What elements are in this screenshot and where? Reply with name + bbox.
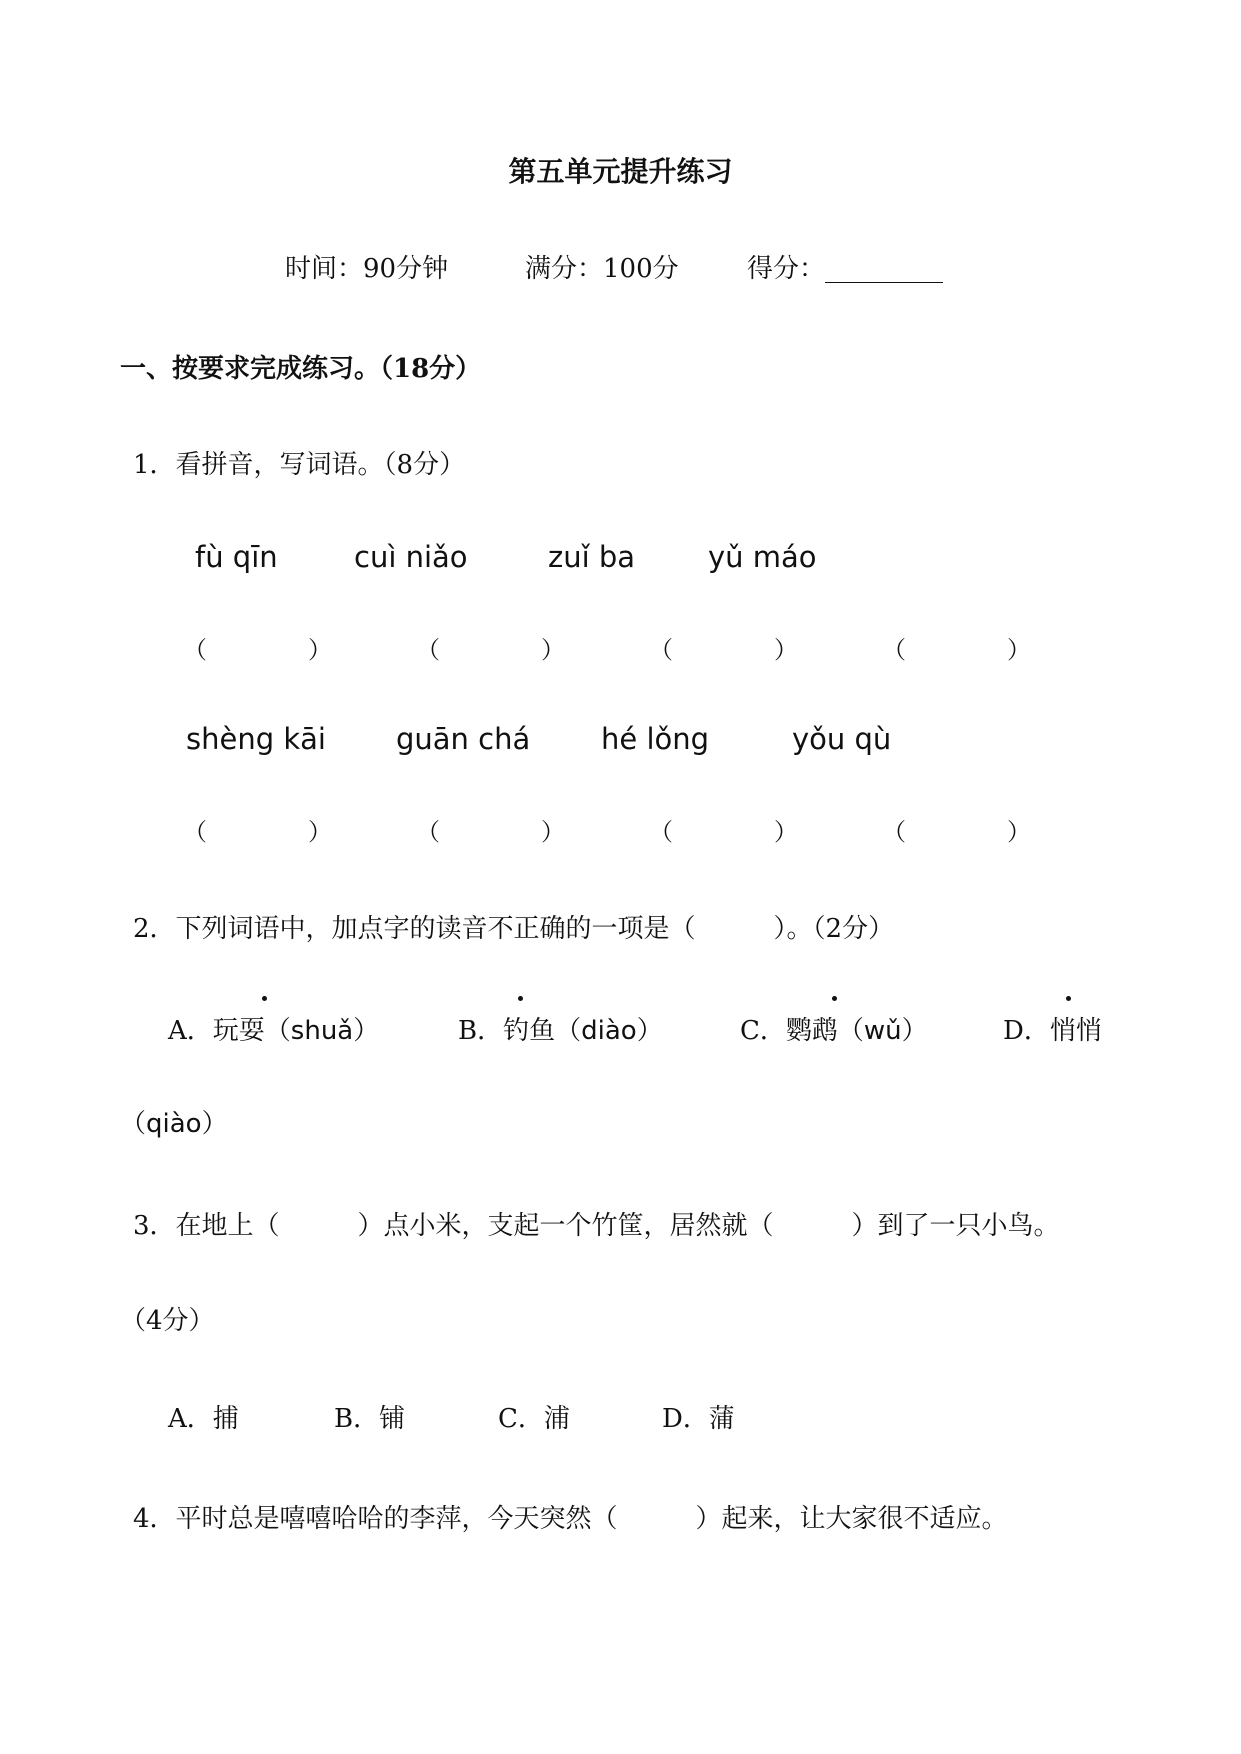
option-word: 钓鱼 bbox=[503, 1016, 556, 1046]
q3-option-c[interactable]: C．浦 bbox=[498, 1404, 570, 1434]
option-letter: B． bbox=[458, 1016, 504, 1046]
option-pinyin: （wǔ） bbox=[837, 1016, 928, 1046]
page-title: 第五单元提升练习 bbox=[508, 155, 733, 188]
answer-1-1-open: （ bbox=[183, 636, 207, 664]
question-3-score: （4分） bbox=[120, 1306, 215, 1336]
answer-2-4-open: （ bbox=[882, 818, 906, 846]
answer-2-1-open: （ bbox=[183, 818, 207, 846]
answer-2-2-open: （ bbox=[416, 818, 440, 846]
answer-2-3-close: ） bbox=[774, 818, 798, 846]
section-heading: 一、按要求完成练习。（18分） bbox=[120, 354, 482, 384]
emphasis-dot bbox=[262, 996, 267, 1001]
answer-2-4-close: ） bbox=[1007, 818, 1031, 846]
score-label-text: 得分： bbox=[747, 254, 826, 284]
emphasis-dot bbox=[1066, 996, 1071, 1001]
q3-option-d[interactable]: D．蒲 bbox=[662, 1404, 735, 1434]
option-pinyin: （shuǎ） bbox=[264, 1016, 380, 1046]
answer-2-1-close: ） bbox=[308, 818, 332, 846]
q2-option-c[interactable] bbox=[740, 1010, 928, 1047]
pinyin-2-4: yǒu qù bbox=[792, 722, 892, 756]
option-letter: A． bbox=[168, 1016, 213, 1046]
answer-1-2-open: （ bbox=[416, 636, 440, 664]
answer-1-3-open: （ bbox=[649, 636, 673, 664]
pinyin-1-4: yǔ máo bbox=[708, 540, 817, 574]
q3-option-b[interactable]: B．铺 bbox=[334, 1404, 406, 1434]
pinyin-2-3: hé lǒng bbox=[601, 722, 710, 756]
emphasis-dot bbox=[518, 996, 523, 1001]
answer-1-2-close: ） bbox=[541, 636, 565, 664]
q2-option-d-pinyin: （qiào） bbox=[120, 1109, 228, 1139]
answer-2-2-close: ） bbox=[541, 818, 565, 846]
answer-1-4-close: ） bbox=[1007, 636, 1031, 664]
q2-option-a[interactable] bbox=[168, 1010, 379, 1047]
pinyin-1-3: zuǐ ba bbox=[548, 540, 636, 574]
exam-time: 时间：90分钟 bbox=[285, 254, 449, 284]
option-word: 悄悄 bbox=[1049, 1016, 1102, 1046]
pinyin-1-1: fù qīn bbox=[195, 540, 278, 574]
answer-2-3-open: （ bbox=[649, 818, 673, 846]
q2-option-b[interactable] bbox=[458, 1010, 663, 1047]
option-letter: D． bbox=[1003, 1016, 1050, 1046]
q2-option-d[interactable] bbox=[1003, 1010, 1102, 1047]
exam-score-label bbox=[747, 248, 943, 285]
answer-1-1-close: ） bbox=[308, 636, 332, 664]
option-word: 玩耍 bbox=[212, 1016, 265, 1046]
pinyin-2-2: guān chá bbox=[396, 722, 531, 756]
exam-full-score: 满分：100分 bbox=[525, 254, 679, 284]
question-3-stem: 3．在地上（ ）点小米，支起一个竹筐，居然就（ ）到了一只小鸟。 bbox=[133, 1211, 1060, 1241]
emphasis-dot bbox=[832, 996, 837, 1001]
answer-1-4-open: （ bbox=[882, 636, 906, 664]
question-2-stem: 2．下列词语中，加点字的读音不正确的一项是（ ）。（2分） bbox=[133, 914, 895, 944]
option-word: 鹦鹉 bbox=[785, 1016, 838, 1046]
question-4-stem: 4．平时总是嘻嘻哈哈的李萍，今天突然（ ）起来，让大家很不适应。 bbox=[133, 1504, 1008, 1534]
question-1-stem: 1．看拼音，写词语。（8分） bbox=[133, 450, 466, 480]
score-blank[interactable] bbox=[825, 254, 943, 283]
answer-1-3-close: ） bbox=[774, 636, 798, 664]
pinyin-2-1: shèng kāi bbox=[186, 722, 326, 756]
option-letter: C． bbox=[740, 1016, 786, 1046]
q3-option-a[interactable]: A．捕 bbox=[168, 1404, 239, 1434]
option-pinyin: （diào） bbox=[555, 1016, 663, 1046]
pinyin-1-2: cuì niǎo bbox=[354, 540, 468, 574]
